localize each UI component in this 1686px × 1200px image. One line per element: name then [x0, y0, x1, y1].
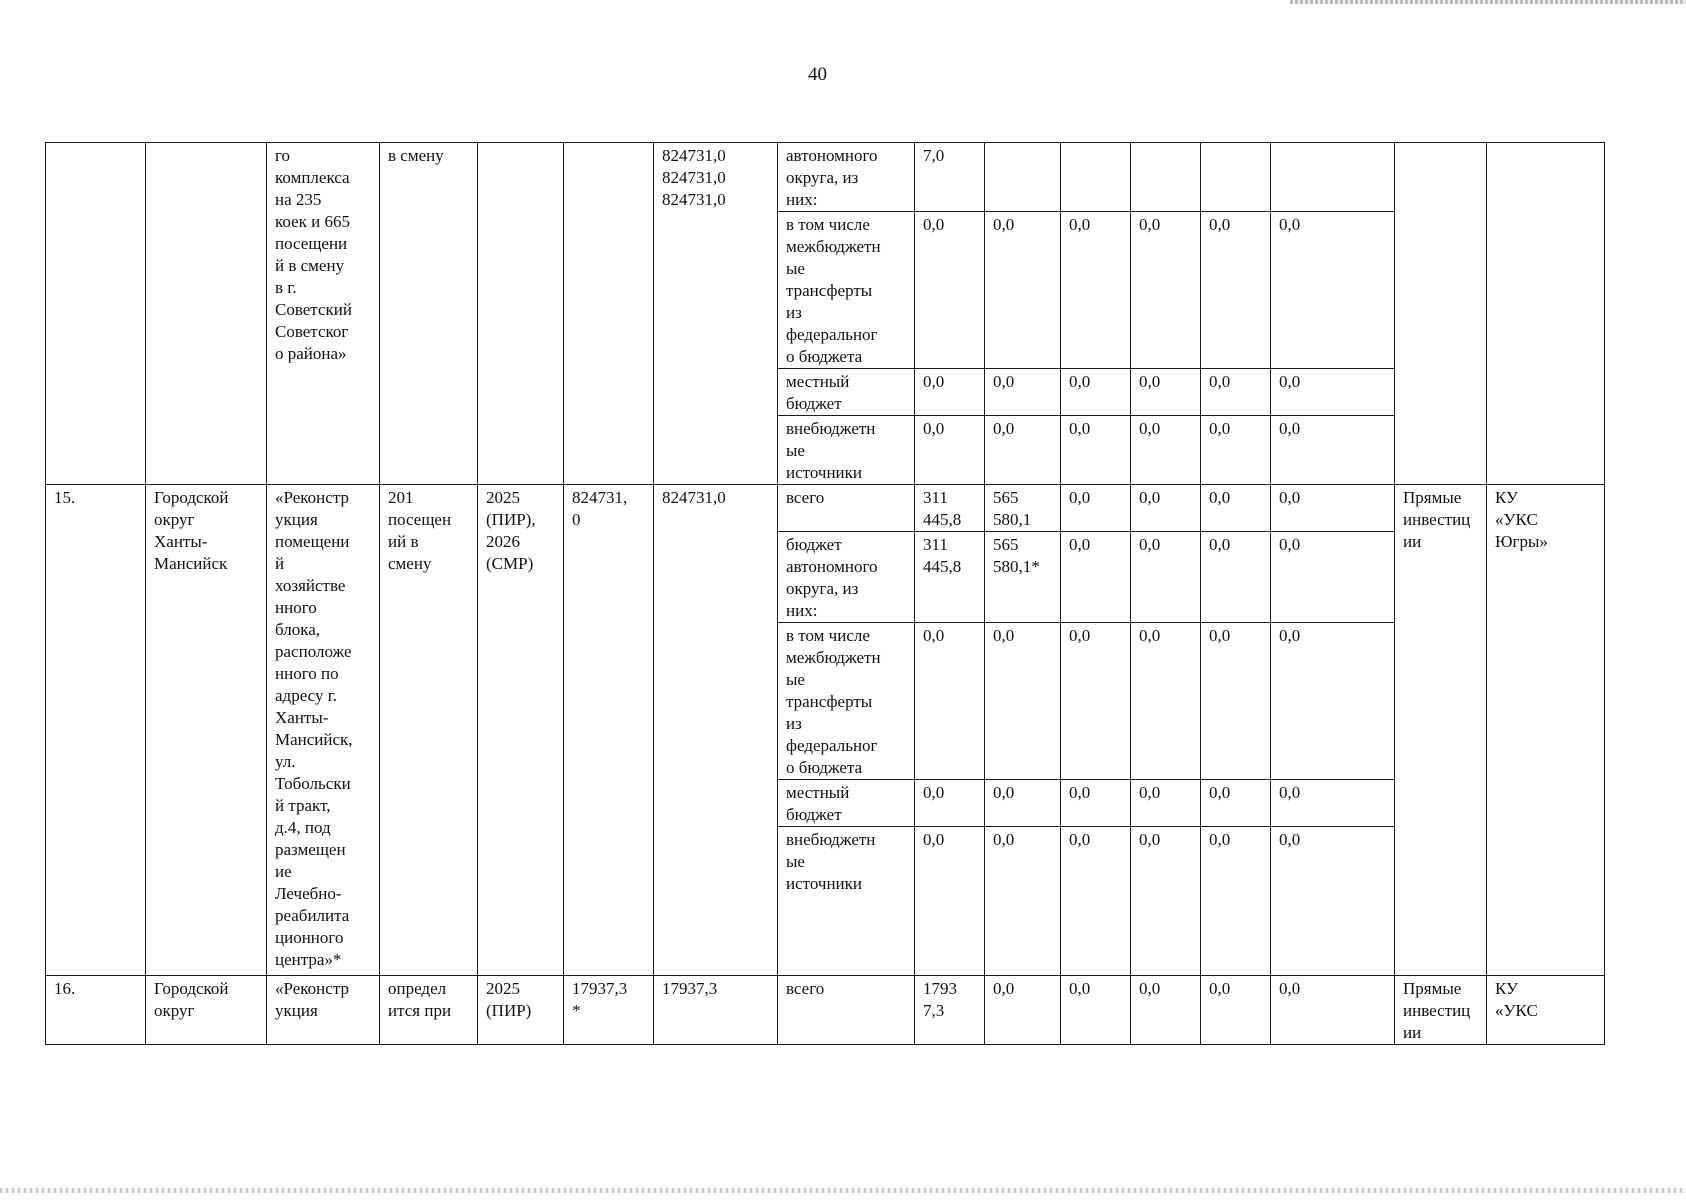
- amount-cell: 0,0: [1061, 485, 1131, 532]
- amount-cell: 0,0: [1201, 416, 1271, 485]
- years-cell: [478, 143, 564, 485]
- remaining-cost-cell: 824731,0 824731,0 824731,0: [654, 143, 778, 485]
- amount-cell: 0,0: [1131, 532, 1201, 623]
- amount-cell: 0,0: [1271, 212, 1395, 369]
- amount-cell: 0,0: [1201, 780, 1271, 827]
- amount-cell: 0,0: [915, 780, 985, 827]
- remaining-cost-cell: 17937,3: [654, 976, 778, 1045]
- page-number: 40: [808, 64, 827, 85]
- funding-source-cell: всего: [778, 976, 915, 1045]
- amount-cell: 0,0: [1201, 827, 1271, 976]
- amount-cell: 0,0: [1131, 212, 1201, 369]
- funding-source-cell: в том числе межбюджетн ые трансферты из федеральног о бюджета: [778, 212, 915, 369]
- amount-cell: 0,0: [1271, 532, 1395, 623]
- amount-cell: 0,0: [1201, 369, 1271, 416]
- scan-edge-bottom: [0, 1188, 1686, 1193]
- amount-cell: 0,0: [1271, 416, 1395, 485]
- amount-cell: 0,0: [915, 369, 985, 416]
- funding-source-cell: внебюджетн ые источники: [778, 827, 915, 976]
- amount-cell: [1131, 143, 1201, 212]
- amount-cell: 0,0: [915, 827, 985, 976]
- amount-cell: 0,0: [1061, 416, 1131, 485]
- amount-cell: 565 580,1*: [985, 532, 1061, 623]
- object-name-cell: «Реконстр укция помещени й хозяйстве нного блока, расположе нного по адресу г. Ханты- Мансийск, ул. Тобольски й тракт, д.4, под размещен ие Лечебно- реабилита ционного центра»*: [267, 485, 380, 976]
- amount-cell: 0,0: [1061, 212, 1131, 369]
- investment-objects-table: [45, 142, 1605, 1045]
- municipality-cell: Городской округ: [146, 976, 267, 1045]
- customer-column: [1505, 142, 1506, 152]
- funding-source-cell: местный бюджет: [778, 369, 915, 416]
- amount-cell: 0,0: [915, 212, 985, 369]
- amount-cell: [1201, 143, 1271, 212]
- amount-cell: 0,0: [1131, 780, 1201, 827]
- funding-source-cell: бюджет автономного округа, из них:: [778, 532, 915, 623]
- customer-cell: [1487, 143, 1605, 485]
- amount-cell: [1061, 143, 1131, 212]
- amount-cell: 0,0: [1131, 416, 1201, 485]
- amount-cell: 311 445,8: [915, 532, 985, 623]
- estimated-cost-cell: [564, 143, 654, 485]
- estimated-cost-cell: 17937,3 *: [564, 976, 654, 1045]
- remaining-cost-cell: 824731,0: [654, 485, 778, 976]
- table-row: [46, 143, 1605, 212]
- scan-edge-top: [1290, 0, 1686, 4]
- customer-cell: КУ «УКС: [1487, 976, 1605, 1045]
- amount-cell: 0,0: [1201, 485, 1271, 532]
- amount-cell: 0,0: [1271, 623, 1395, 780]
- amount-cell: 0,0: [1061, 369, 1131, 416]
- amount-cell: 0,0: [1131, 485, 1201, 532]
- amount-cell: 0,0: [1131, 976, 1201, 1045]
- amount-cell: 0,0: [985, 416, 1061, 485]
- mechanism-cell: Прямые инвестиции: [1395, 485, 1487, 976]
- amount-cell: 0,0: [985, 212, 1061, 369]
- capacity-cell: 201 посещен ий в смену: [380, 485, 478, 976]
- amount-cell: 7,0: [915, 143, 985, 212]
- amount-cell: 0,0: [915, 416, 985, 485]
- capacity-cell: в смену: [380, 143, 478, 485]
- amount-cell: 0,0: [1271, 780, 1395, 827]
- years-cell: 2025 (ПИР): [478, 976, 564, 1045]
- capacity-cell: определ ится при: [380, 976, 478, 1045]
- amount-cell: 0,0: [1271, 485, 1395, 532]
- amount-cell: 0,0: [1271, 369, 1395, 416]
- amount-cell: 0,0: [1061, 532, 1131, 623]
- municipality-cell: [146, 143, 267, 485]
- row-number-cell: 16.: [46, 976, 146, 1045]
- amount-cell: 0,0: [985, 369, 1061, 416]
- amount-cell: 0,0: [1131, 369, 1201, 416]
- amount-cell: 0,0: [1061, 780, 1131, 827]
- funding-source-cell: всего: [778, 485, 915, 532]
- amount-cell: 1793 7,3: [915, 976, 985, 1045]
- funding-source-cell: в том числе межбюджетн ые трансферты из федеральног о бюджета: [778, 623, 915, 780]
- amount-cell: 0,0: [915, 623, 985, 780]
- amount-cell: 0,0: [1271, 827, 1395, 976]
- amount-cell: 565 580,1: [985, 485, 1061, 532]
- object-name-cell: «Реконстр укция: [267, 976, 380, 1045]
- amount-cell: 0,0: [1061, 623, 1131, 780]
- funding-source-cell: местный бюджет: [778, 780, 915, 827]
- amount-cell: 0,0: [985, 780, 1061, 827]
- amount-cell: 0,0: [985, 976, 1061, 1045]
- amount-cell: 0,0: [1061, 827, 1131, 976]
- table-row: [46, 976, 1605, 1045]
- table-row: [46, 485, 1605, 532]
- amount-cell: 0,0: [1201, 623, 1271, 780]
- amount-cell: 0,0: [1201, 532, 1271, 623]
- amount-cell: 0,0: [985, 827, 1061, 976]
- amount-cell: [1271, 143, 1395, 212]
- years-cell: 2025 (ПИР), 2026 (СМР): [478, 485, 564, 976]
- amount-cell: 0,0: [1061, 976, 1131, 1045]
- funding-source-cell: внебюджетн ые источники: [778, 416, 915, 485]
- row-number-cell: [46, 143, 146, 485]
- row-number-cell: 15.: [46, 485, 146, 976]
- estimated-cost-cell: 824731, 0: [564, 485, 654, 976]
- amount-cell: 0,0: [1201, 976, 1271, 1045]
- amount-cell: 0,0: [1271, 976, 1395, 1045]
- mechanism-cell: [1395, 143, 1487, 485]
- amount-cell: 0,0: [1131, 827, 1201, 976]
- municipality-cell: Городской округ Ханты- Мансийск: [146, 485, 267, 976]
- amount-cell: 311 445,8: [915, 485, 985, 532]
- amount-cell: [985, 143, 1061, 212]
- mechanism-cell: Прямые инвестиции: [1395, 976, 1487, 1045]
- amount-cell: 0,0: [1131, 623, 1201, 780]
- amount-cell: 0,0: [1201, 212, 1271, 369]
- customer-cell: КУ «УКС Югры»: [1487, 485, 1605, 976]
- object-name-cell: го комплекса на 235 коек и 665 посещени й в смену в г. Советский Советског о района»: [267, 143, 380, 485]
- amount-cell: 0,0: [985, 623, 1061, 780]
- funding-source-cell: автономного округа, из них:: [778, 143, 915, 212]
